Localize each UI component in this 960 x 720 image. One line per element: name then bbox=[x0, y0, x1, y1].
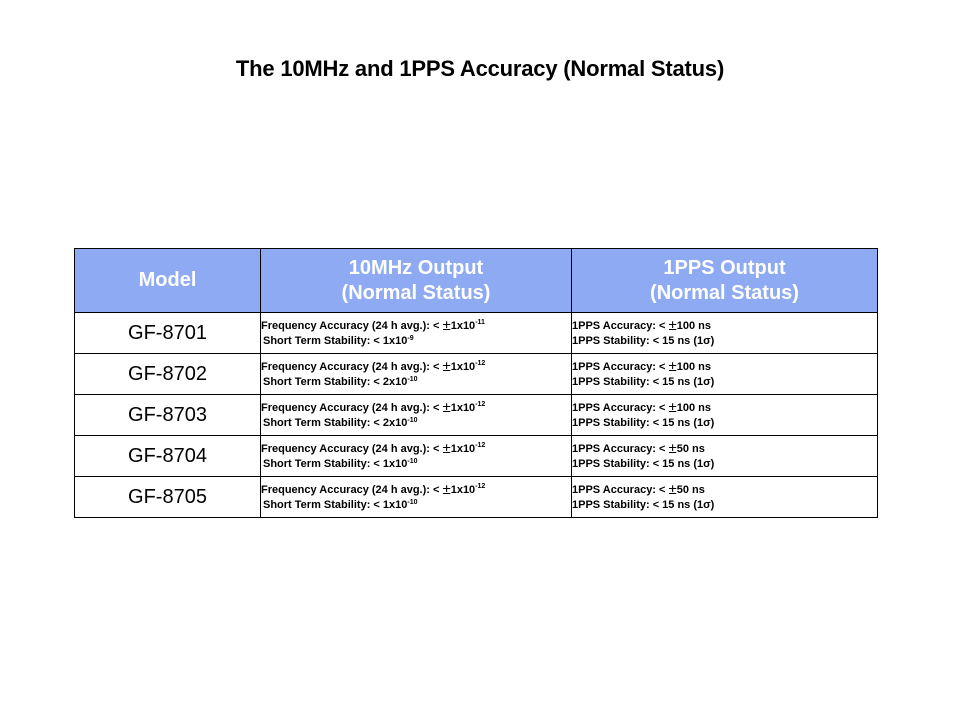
short-term-stability-exponent: -9 bbox=[407, 334, 414, 342]
frequency-accuracy-value: 1x10 bbox=[450, 483, 476, 496]
model-cell: GF-8704 bbox=[75, 436, 261, 477]
short-term-stability-label: Short Term Stability: < bbox=[263, 416, 383, 429]
model-cell: GF-8703 bbox=[75, 395, 261, 436]
pps-stability-line: 1PPS Stability: < 15 ns (1σ) bbox=[572, 498, 715, 511]
pps-accuracy-label: 1PPS Accuracy: < bbox=[572, 319, 669, 332]
frequency-accuracy-line bbox=[261, 441, 571, 457]
short-term-stability-exponent: -10 bbox=[407, 498, 418, 506]
pps-accuracy-label: 1PPS Accuracy: < bbox=[572, 483, 669, 496]
1pps-spec-cell bbox=[572, 395, 878, 436]
short-term-stability-label: Short Term Stability: < bbox=[263, 334, 383, 347]
header-1pps-line1: 1PPS Output bbox=[663, 256, 786, 279]
accuracy-table bbox=[74, 248, 878, 518]
table-row bbox=[75, 477, 878, 518]
short-term-stability-line bbox=[261, 498, 571, 513]
header-10mhz-line1: 10MHz Output bbox=[348, 256, 484, 279]
1pps-spec-cell bbox=[572, 436, 878, 477]
frequency-accuracy-exponent: -12 bbox=[475, 441, 486, 449]
pps-accuracy-value: 100 ns bbox=[676, 401, 711, 414]
table-row bbox=[75, 313, 878, 354]
frequency-accuracy-exponent: -12 bbox=[475, 482, 486, 490]
plus-minus-sign: ± bbox=[668, 357, 677, 375]
model-cell: GF-8705 bbox=[75, 477, 261, 518]
short-term-stability-label: Short Term Stability: < bbox=[263, 375, 383, 388]
frequency-accuracy-exponent: -11 bbox=[475, 318, 485, 326]
pps-accuracy-label: 1PPS Accuracy: < bbox=[572, 442, 669, 455]
pps-accuracy-line bbox=[572, 400, 877, 416]
plus-minus-sign: ± bbox=[668, 480, 677, 498]
pps-accuracy-line bbox=[572, 441, 877, 457]
model-cell: GF-8701 bbox=[75, 313, 261, 354]
short-term-stability-value: 1x10 bbox=[382, 457, 408, 470]
pps-accuracy-value: 50 ns bbox=[676, 442, 705, 455]
pps-accuracy-line bbox=[572, 359, 877, 375]
short-term-stability-line bbox=[261, 375, 571, 390]
short-term-stability-label: Short Term Stability: < bbox=[263, 457, 383, 470]
frequency-accuracy-value: 1x10 bbox=[450, 442, 476, 455]
pps-accuracy-value: 100 ns bbox=[676, 360, 711, 373]
table-row bbox=[75, 354, 878, 395]
10mhz-spec-cell bbox=[261, 354, 572, 395]
1pps-spec-cell bbox=[572, 354, 878, 395]
pps-accuracy-line bbox=[572, 482, 877, 498]
frequency-accuracy-label: Frequency Accuracy (24 h avg.): < bbox=[261, 401, 443, 414]
pps-accuracy-value: 50 ns bbox=[676, 483, 705, 496]
frequency-accuracy-line bbox=[261, 482, 571, 498]
frequency-accuracy-label: Frequency Accuracy (24 h avg.): < bbox=[261, 319, 443, 332]
short-term-stability-value: 2x10 bbox=[382, 375, 408, 388]
frequency-accuracy-value: 1x10 bbox=[450, 360, 476, 373]
pps-accuracy-label: 1PPS Accuracy: < bbox=[572, 401, 669, 414]
frequency-accuracy-line bbox=[261, 359, 571, 375]
10mhz-spec-cell bbox=[261, 395, 572, 436]
slide-title: The 10MHz and 1PPS Accuracy (Normal Status) bbox=[235, 56, 725, 81]
pps-accuracy-label: 1PPS Accuracy: < bbox=[572, 360, 669, 373]
header-1pps-output bbox=[572, 249, 878, 313]
pps-accuracy-line bbox=[572, 318, 877, 334]
pps-stability-line: 1PPS Stability: < 15 ns (1σ) bbox=[572, 375, 715, 388]
plus-minus-sign: ± bbox=[668, 439, 677, 457]
table-row bbox=[75, 395, 878, 436]
plus-minus-sign: ± bbox=[442, 316, 451, 334]
plus-minus-sign: ± bbox=[442, 357, 451, 375]
short-term-stability-value: 1x10 bbox=[382, 334, 408, 347]
model-cell: GF-8702 bbox=[75, 354, 261, 395]
10mhz-spec-cell bbox=[261, 477, 572, 518]
pps-stability-line: 1PPS Stability: < 15 ns (1σ) bbox=[572, 334, 715, 347]
short-term-stability-line bbox=[261, 334, 571, 349]
frequency-accuracy-value: 1x10 bbox=[450, 319, 476, 332]
short-term-stability-line bbox=[261, 416, 571, 431]
frequency-accuracy-label: Frequency Accuracy (24 h avg.): < bbox=[261, 360, 443, 373]
short-term-stability-value: 2x10 bbox=[382, 416, 408, 429]
table-row bbox=[75, 436, 878, 477]
1pps-spec-cell bbox=[572, 313, 878, 354]
short-term-stability-exponent: -10 bbox=[407, 375, 418, 383]
frequency-accuracy-exponent: -12 bbox=[475, 359, 486, 367]
short-term-stability-line bbox=[261, 457, 571, 472]
frequency-accuracy-line bbox=[261, 400, 571, 416]
header-10mhz-output bbox=[261, 249, 572, 313]
plus-minus-sign: ± bbox=[442, 480, 451, 498]
table-header-row bbox=[75, 249, 878, 313]
pps-accuracy-value: 100 ns bbox=[676, 319, 711, 332]
frequency-accuracy-label: Frequency Accuracy (24 h avg.): < bbox=[261, 483, 443, 496]
plus-minus-sign: ± bbox=[442, 398, 451, 416]
header-10mhz-line2: (Normal Status) bbox=[341, 281, 491, 304]
short-term-stability-label: Short Term Stability: < bbox=[263, 498, 383, 511]
frequency-accuracy-exponent: -12 bbox=[475, 400, 486, 408]
short-term-stability-exponent: -10 bbox=[407, 416, 418, 424]
plus-minus-sign: ± bbox=[668, 316, 677, 334]
short-term-stability-exponent: -10 bbox=[407, 457, 418, 465]
header-1pps-line2: (Normal Status) bbox=[650, 281, 799, 304]
plus-minus-sign: ± bbox=[442, 439, 451, 457]
pps-stability-line: 1PPS Stability: < 15 ns (1σ) bbox=[572, 416, 715, 429]
frequency-accuracy-label: Frequency Accuracy (24 h avg.): < bbox=[261, 442, 443, 455]
header-model-label: Model bbox=[138, 269, 197, 291]
plus-minus-sign: ± bbox=[668, 398, 677, 416]
frequency-accuracy-line bbox=[261, 318, 571, 334]
1pps-spec-cell bbox=[572, 477, 878, 518]
10mhz-spec-cell bbox=[261, 313, 572, 354]
frequency-accuracy-value: 1x10 bbox=[450, 401, 476, 414]
pps-stability-line: 1PPS Stability: < 15 ns (1σ) bbox=[572, 457, 715, 470]
header-model bbox=[75, 249, 261, 313]
short-term-stability-value: 1x10 bbox=[382, 498, 408, 511]
10mhz-spec-cell bbox=[261, 436, 572, 477]
